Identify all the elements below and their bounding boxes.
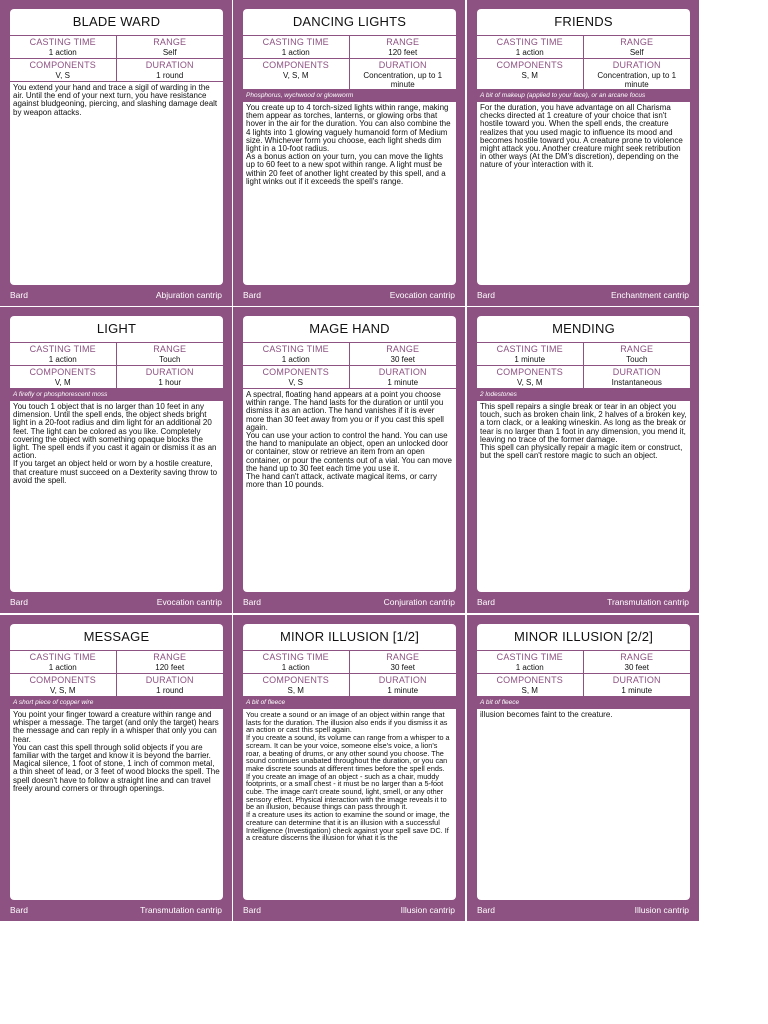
components-cell — [243, 366, 350, 389]
range-label: RANGE — [153, 37, 187, 47]
spell-school: Evocation cantrip — [389, 290, 455, 300]
description-paragraph: You create up to 4 torch-sized lights within range, making them appear as torches, lanterns, or glowing orbs that hover in the air for the duration. You can also combine the 4 lights into 1 glowing vaguely humanoid form of Medium size. Whichever form you choose, each light sheds dim light in a 10-foot radius. — [246, 103, 451, 154]
duration-value: Concentration, up to 1 minute — [597, 71, 677, 89]
spell-card — [467, 615, 699, 921]
class-name: Bard — [243, 290, 261, 300]
casting-time-value: 1 action — [515, 48, 544, 57]
spell-school: Illusion cantrip — [634, 905, 689, 915]
card-body — [10, 9, 223, 285]
material-component: A short piece of copper wire — [10, 697, 223, 709]
card-body — [243, 9, 456, 285]
casting-time-cell — [10, 36, 117, 59]
material-component: Phosphorus, wychwood or glowworm — [243, 90, 456, 102]
description-paragraph: You point your finger toward a creature within range and whisper a message. The target (and only the target) hears the message and can reply in a whisper that only you can hear. — [13, 710, 219, 744]
range-cell — [117, 36, 224, 59]
spell-school: Evocation cantrip — [156, 597, 222, 607]
components-label: COMPONENTS — [496, 675, 563, 685]
components-label: COMPONENTS — [496, 60, 563, 70]
description-paragraph: This spell can physically repair a magic item or construct, but the spell can't restore magic to such an object. — [480, 443, 683, 461]
duration-value: Concentration, up to 1 minute — [363, 71, 443, 89]
components-value: V, S, M — [517, 378, 543, 387]
duration-value: 1 minute — [387, 378, 419, 387]
spell-card — [467, 307, 699, 613]
duration-label: DURATION — [378, 675, 427, 685]
casting-time-cell — [243, 651, 350, 674]
duration-label: DURATION — [378, 60, 427, 70]
spell-description — [243, 102, 456, 188]
duration-value: 1 minute — [387, 686, 419, 695]
duration-cell — [117, 674, 224, 697]
components-cell — [243, 59, 350, 90]
range-cell — [117, 651, 224, 674]
card-body — [477, 624, 690, 900]
spell-title: MESSAGE — [83, 629, 150, 644]
range-label: RANGE — [620, 652, 654, 662]
components-value: V, S — [55, 71, 70, 80]
range-cell — [350, 343, 457, 366]
range-cell — [117, 343, 224, 366]
spell-card — [467, 0, 699, 306]
card-body — [477, 316, 690, 592]
duration-label: DURATION — [145, 675, 194, 685]
range-label: RANGE — [620, 37, 654, 47]
spell-card — [233, 307, 465, 613]
spell-stats — [477, 342, 690, 389]
class-name: Bard — [243, 905, 261, 915]
casting-time-label: CASTING TIME — [496, 652, 563, 662]
duration-cell — [350, 366, 457, 389]
description-paragraph: You create a sound or an image of an object within range that lasts for the duration. The illusion also ends if you dismiss it as an action or cast this spell again. — [246, 710, 448, 735]
range-value: 120 feet — [388, 48, 418, 57]
spell-title: MAGE HAND — [309, 321, 390, 336]
range-label: RANGE — [153, 344, 187, 354]
description-paragraph: illusion becomes faint to the creature. — [480, 710, 613, 719]
duration-label: DURATION — [378, 367, 427, 377]
description-paragraph: For the duration, you have advantage on all Charisma checks directed at 1 creature of your choice that isn't hostile toward you. When the spell ends, the creature realizes that you used magic to influence its mood and becomes hostile toward you. A creature prone to violence might attack you. Another creature might seek retribution in other ways (At the DM's discretion), depending on the nature of your interaction with it. — [480, 103, 683, 170]
duration-cell — [584, 59, 691, 90]
description-paragraph: As a bonus action on your turn, you can move the lights up to 60 feet to a new spot within range. A light must be within 20 feet of another light created by this spell, and a light winks out if it exceeds the spell's range. — [246, 152, 446, 186]
spell-description — [10, 709, 223, 795]
range-value: Touch — [159, 355, 181, 364]
spell-stats — [10, 35, 223, 82]
spell-stats — [477, 35, 690, 90]
description-paragraph: You can use your action to control the hand. You can use the hand to manipulate an object, open an unlocked door or container, stow or retrieve an item from an open container, or pour the contents out of a vial. You can move the hand up to 30 feet each time you use it. — [246, 431, 452, 473]
duration-cell — [350, 674, 457, 697]
spell-school: Conjuration cantrip — [383, 597, 455, 607]
casting-time-label: CASTING TIME — [29, 344, 96, 354]
casting-time-value: 1 action — [281, 48, 310, 57]
spell-school: Transmutation cantrip — [140, 905, 222, 915]
components-label: COMPONENTS — [262, 675, 329, 685]
duration-value: 1 round — [156, 71, 184, 80]
range-cell — [350, 36, 457, 59]
description-paragraph: If a creature uses its action to examine the sound or image, the creature can determine that it is an illusion with a successful Intelligence (Investigation) check against your spell save DC. If a creature discerns the illusion for what it is the — [246, 810, 450, 843]
description-paragraph: You touch 1 object that is no larger than 10 feet in any dimension. Until the spell ends, the object sheds bright light in a 20-foot radius and dim light for an additional 20 feet. The light can be colored as you like. Completely covering the object with something opaque blocks the light. The spell ends if you cast it again or dismiss it as an action. — [13, 402, 217, 461]
spell-card — [0, 615, 232, 921]
spell-stats — [10, 342, 223, 389]
range-cell — [584, 343, 691, 366]
components-value: V, M — [54, 378, 71, 387]
spell-description — [243, 709, 456, 844]
components-label: COMPONENTS — [496, 367, 563, 377]
range-value: 30 feet — [624, 663, 649, 672]
spell-title: BLADE WARD — [72, 14, 161, 29]
description-paragraph: You extend your hand and trace a sigil of warding in the air. Until the end of your next turn, you have resistance against bludgeoning, piercing, and slashing damage dealt by weapon attacks. — [13, 83, 218, 117]
range-value: Touch — [626, 355, 648, 364]
casting-time-cell — [477, 343, 584, 366]
material-component: A bit of fleece — [243, 697, 456, 709]
card-body — [10, 316, 223, 592]
components-label: COMPONENTS — [262, 60, 329, 70]
description-paragraph: You can cast this spell through solid objects if you are familiar with the target and know it is beyond the barrier. Magical silence, 1 foot of stone, 1 inch of common metal, a thin sheet of lead, or 3 feet of wood blocks the spell. The spell doesn't have to follow a straight line and can travel freely around corners or through openings. — [13, 742, 220, 793]
spell-title: MINOR ILLUSION [2/2] — [513, 629, 654, 644]
spell-title: FRIENDS — [554, 14, 613, 29]
casting-time-value: 1 action — [281, 355, 310, 364]
range-label: RANGE — [386, 652, 420, 662]
casting-time-value: 1 action — [515, 663, 544, 672]
spell-card — [0, 307, 232, 613]
components-label: COMPONENTS — [29, 60, 96, 70]
description-paragraph: This spell repairs a single break or tear in an object you touch, such as broken chain link, 2 halves of a broken key, a torn clack, or a leaking wineskin. As long as the break or tear is no larger than 1 foot in any dimension, you mend it, leaving no trace of the former damage. — [480, 402, 687, 444]
duration-cell — [584, 674, 691, 697]
casting-time-label: CASTING TIME — [496, 344, 563, 354]
range-cell — [584, 36, 691, 59]
spell-school: Transmutation cantrip — [607, 597, 689, 607]
range-value: Self — [162, 48, 177, 57]
components-label: COMPONENTS — [29, 367, 96, 377]
range-value: 30 feet — [390, 355, 415, 364]
card-body — [477, 9, 690, 285]
spell-description — [10, 401, 223, 487]
spell-title: LIGHT — [96, 321, 137, 336]
spell-stats — [477, 650, 690, 697]
spell-stats — [243, 342, 456, 389]
description-paragraph: If you target an object held or worn by a hostile creature, that creature must succeed on a Dexterity saving throw to avoid the spell. — [13, 459, 218, 485]
duration-value: 1 hour — [158, 378, 182, 387]
casting-time-cell — [477, 651, 584, 674]
components-value: V, S — [288, 378, 303, 387]
class-name: Bard — [477, 290, 495, 300]
class-name: Bard — [10, 290, 28, 300]
card-body — [243, 316, 456, 592]
spell-description — [477, 401, 690, 462]
duration-label: DURATION — [612, 367, 661, 377]
components-value: S, M — [521, 686, 538, 695]
card-body — [243, 624, 456, 900]
components-cell — [477, 366, 584, 389]
spell-stats — [10, 650, 223, 697]
components-cell — [243, 674, 350, 697]
duration-label: DURATION — [145, 60, 194, 70]
components-value: V, S, M — [283, 71, 309, 80]
spell-description — [477, 102, 690, 172]
components-cell — [10, 366, 117, 389]
spell-card — [233, 615, 465, 921]
description-paragraph: If you create a sound, its volume can range from a whisper to a scream. It can be your voice, someone else's voice, a lion's roar, a beating of drums, or any other sound you choose. The sound continues unabated throughout the duration, or you can make discrete sounds at different times before the spell ends. — [246, 733, 450, 773]
components-cell — [477, 59, 584, 90]
spell-title: MENDING — [552, 321, 615, 336]
range-value: 30 feet — [390, 663, 415, 672]
range-label: RANGE — [386, 344, 420, 354]
spell-card — [233, 0, 465, 306]
duration-label: DURATION — [612, 675, 661, 685]
casting-time-label: CASTING TIME — [29, 37, 96, 47]
spell-school: Enchantment cantrip — [611, 290, 689, 300]
material-component: 2 lodestones — [477, 389, 690, 401]
components-label: COMPONENTS — [29, 675, 96, 685]
casting-time-label: CASTING TIME — [29, 652, 96, 662]
components-value: V, S, M — [50, 686, 76, 695]
duration-cell — [117, 59, 224, 82]
duration-label: DURATION — [145, 367, 194, 377]
spell-description — [10, 82, 223, 119]
casting-time-value: 1 action — [48, 663, 77, 672]
spell-description — [243, 389, 456, 491]
class-name: Bard — [477, 905, 495, 915]
spell-stats — [243, 35, 456, 90]
spell-school: Abjuration cantrip — [155, 290, 222, 300]
material-component: A bit of fleece — [477, 697, 690, 709]
duration-value: 1 minute — [621, 686, 653, 695]
class-name: Bard — [10, 905, 28, 915]
duration-cell — [117, 366, 224, 389]
class-name: Bard — [10, 597, 28, 607]
range-label: RANGE — [620, 344, 654, 354]
range-label: RANGE — [386, 37, 420, 47]
components-cell — [10, 59, 117, 82]
duration-value: Instantaneous — [611, 378, 662, 387]
casting-time-cell — [10, 343, 117, 366]
casting-time-value: 1 action — [281, 663, 310, 672]
casting-time-label: CASTING TIME — [496, 37, 563, 47]
material-component: A bit of makeup (applied to your face), or an arcane focus — [477, 90, 690, 102]
card-body — [10, 624, 223, 900]
class-name: Bard — [243, 597, 261, 607]
range-cell — [350, 651, 457, 674]
range-label: RANGE — [153, 652, 187, 662]
casting-time-label: CASTING TIME — [262, 37, 329, 47]
components-value: S, M — [521, 71, 538, 80]
spell-school: Illusion cantrip — [400, 905, 455, 915]
spell-stats — [243, 650, 456, 697]
description-paragraph: If you create an image of an object - such as a chair, muddy footprints, or a small chest - it must be no larger than a 5-foot cube. The image can't create sound, light, smell, or any other sensory effect. Physical interaction with the image reveals it to be an illusion, because things can pass through it. — [246, 771, 447, 812]
casting-time-cell — [477, 36, 584, 59]
description-paragraph: The hand can't attack, activate magical items, or carry more than 10 pounds. — [246, 472, 437, 490]
duration-cell — [584, 366, 691, 389]
spell-title: DANCING LIGHTS — [292, 14, 407, 29]
components-cell — [477, 674, 584, 697]
duration-value: 1 round — [156, 686, 184, 695]
spell-description — [477, 709, 690, 721]
casting-time-value: 1 action — [48, 355, 77, 364]
spell-title: MINOR ILLUSION [1/2] — [279, 629, 420, 644]
casting-time-cell — [243, 36, 350, 59]
range-value: 120 feet — [155, 663, 185, 672]
components-cell — [10, 674, 117, 697]
casting-time-value: 1 minute — [514, 355, 546, 364]
spell-card — [0, 0, 232, 306]
components-label: COMPONENTS — [262, 367, 329, 377]
casting-time-label: CASTING TIME — [262, 344, 329, 354]
duration-cell — [350, 59, 457, 90]
class-name: Bard — [477, 597, 495, 607]
material-component: A firefly or phosphorescent moss — [10, 389, 223, 401]
description-paragraph: A spectral, floating hand appears at a point you choose within range. The hand lasts for the duration or until you dismiss it as an action. The hand vanishes if it is ever more than 30 feet away from you or if you cast this spell again. — [246, 390, 444, 432]
casting-time-value: 1 action — [48, 48, 77, 57]
components-value: S, M — [287, 686, 304, 695]
casting-time-cell — [10, 651, 117, 674]
casting-time-label: CASTING TIME — [262, 652, 329, 662]
duration-label: DURATION — [612, 60, 661, 70]
range-value: Self — [629, 48, 644, 57]
range-cell — [584, 651, 691, 674]
casting-time-cell — [243, 343, 350, 366]
